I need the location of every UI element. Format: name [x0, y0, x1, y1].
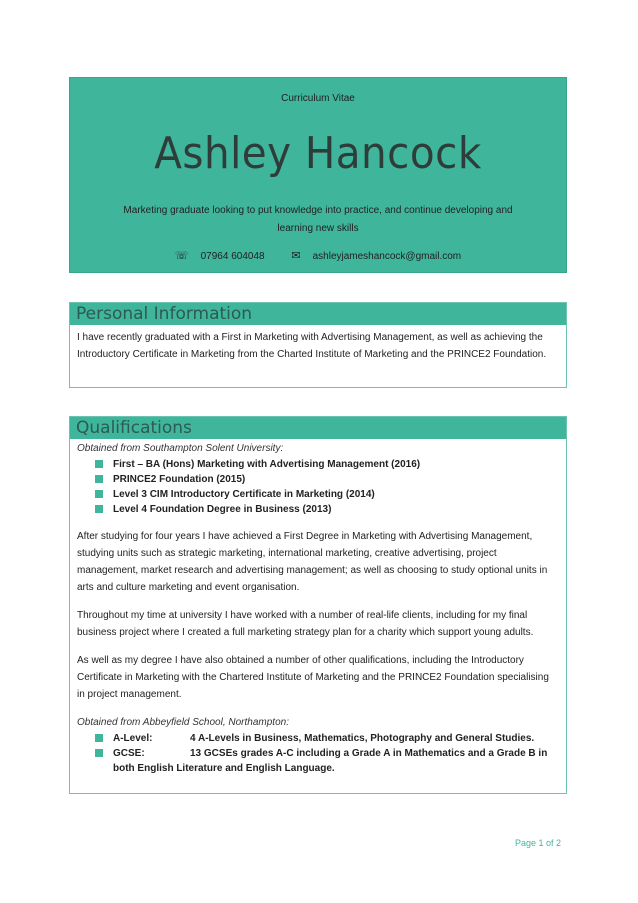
email-icon: ✉: [291, 250, 301, 262]
list-item: PRINCE2 Foundation (2015): [95, 472, 558, 487]
phone-icon: ☏: [174, 250, 189, 262]
email-contact: [285, 251, 467, 262]
square-bullet-icon: [95, 490, 103, 498]
qualification-label: GCSE:: [113, 748, 145, 759]
list-item: Level 3 CIM Introductory Certificate in Marketing (2014): [95, 487, 558, 502]
personal-statement: I have recently graduated with a First in Marketing with Advertising Management, as well as achieving the Introductory Certificate in Marketing from the Charted Institute of Marketing and the PRINCE2 Foundation.: [77, 332, 547, 360]
list-item: [95, 731, 558, 746]
page-number: Page 1 of 2: [514, 838, 561, 848]
personal-information-section: [69, 302, 567, 388]
square-bullet-icon: [95, 749, 103, 757]
list-item: First – BA (Hons) Marketing with Advertising Management (2016): [95, 457, 558, 472]
clients-paragraph: Throughout my time at university I have worked with a number of real-life clients, including for my final business project where I created a full marketing strategy plan for a charity which support young adults.: [77, 610, 534, 638]
section-title: Qualifications: [70, 417, 566, 439]
degree-paragraph: After studying for four years I have achieved a First Degree in Marketing with Advertising Management, studying units such as strategic marketing, international marketing, creative advertising, project management, market research and advertising management; as well as choosing to study optional units in arts and culture marketing and event organisation.: [77, 531, 548, 593]
phone-contact: [169, 251, 274, 262]
qualification-value: 13 GCSEs grades A-C including a Grade A in Mathematics and a Grade B in: [190, 748, 548, 759]
square-bullet-icon: [95, 460, 103, 468]
qualifications-section: [69, 416, 567, 794]
section-title: Personal Information: [70, 303, 566, 325]
qualification-label: A-Level:: [113, 733, 153, 744]
square-bullet-icon: [95, 505, 103, 513]
phone-number: 07964 604048: [200, 251, 265, 262]
other-qualifications-paragraph: As well as my degree I have also obtained a number of other qualifications, including the Introductory Certificate in Marketing with the Chartered Institute of Marketing and the PRINCE2 Foundation specialising in project management.: [77, 655, 549, 700]
email-address: ashleyjameshancock@gmail.com: [312, 251, 462, 262]
document-label: Curriculum Vitae: [281, 93, 355, 104]
list-item: [95, 746, 558, 776]
square-bullet-icon: [95, 734, 103, 742]
contact-line: [70, 249, 566, 262]
university-source: Obtained from Southampton Solent University:: [77, 443, 284, 454]
section-body: [70, 325, 566, 369]
list-item: Level 4 Foundation Degree in Business (2013): [95, 502, 558, 517]
school-source: Obtained from Abbeyfield School, Northampton:: [77, 717, 289, 728]
square-bullet-icon: [95, 475, 103, 483]
section-body: [70, 439, 566, 782]
school-qualifications-list: [77, 731, 558, 776]
qualification-value-continued: both English Literature and English Language.: [113, 763, 335, 774]
candidate-name: Ashley Hancock: [154, 128, 482, 179]
qualification-value: 4 A-Levels in Business, Mathematics, Photography and General Studies.: [190, 733, 535, 744]
cv-header: [69, 77, 567, 273]
university-qualifications-list: [77, 457, 558, 517]
tagline: Marketing graduate looking to put knowledge into practice, and continue developing and learning new skills: [123, 205, 513, 234]
